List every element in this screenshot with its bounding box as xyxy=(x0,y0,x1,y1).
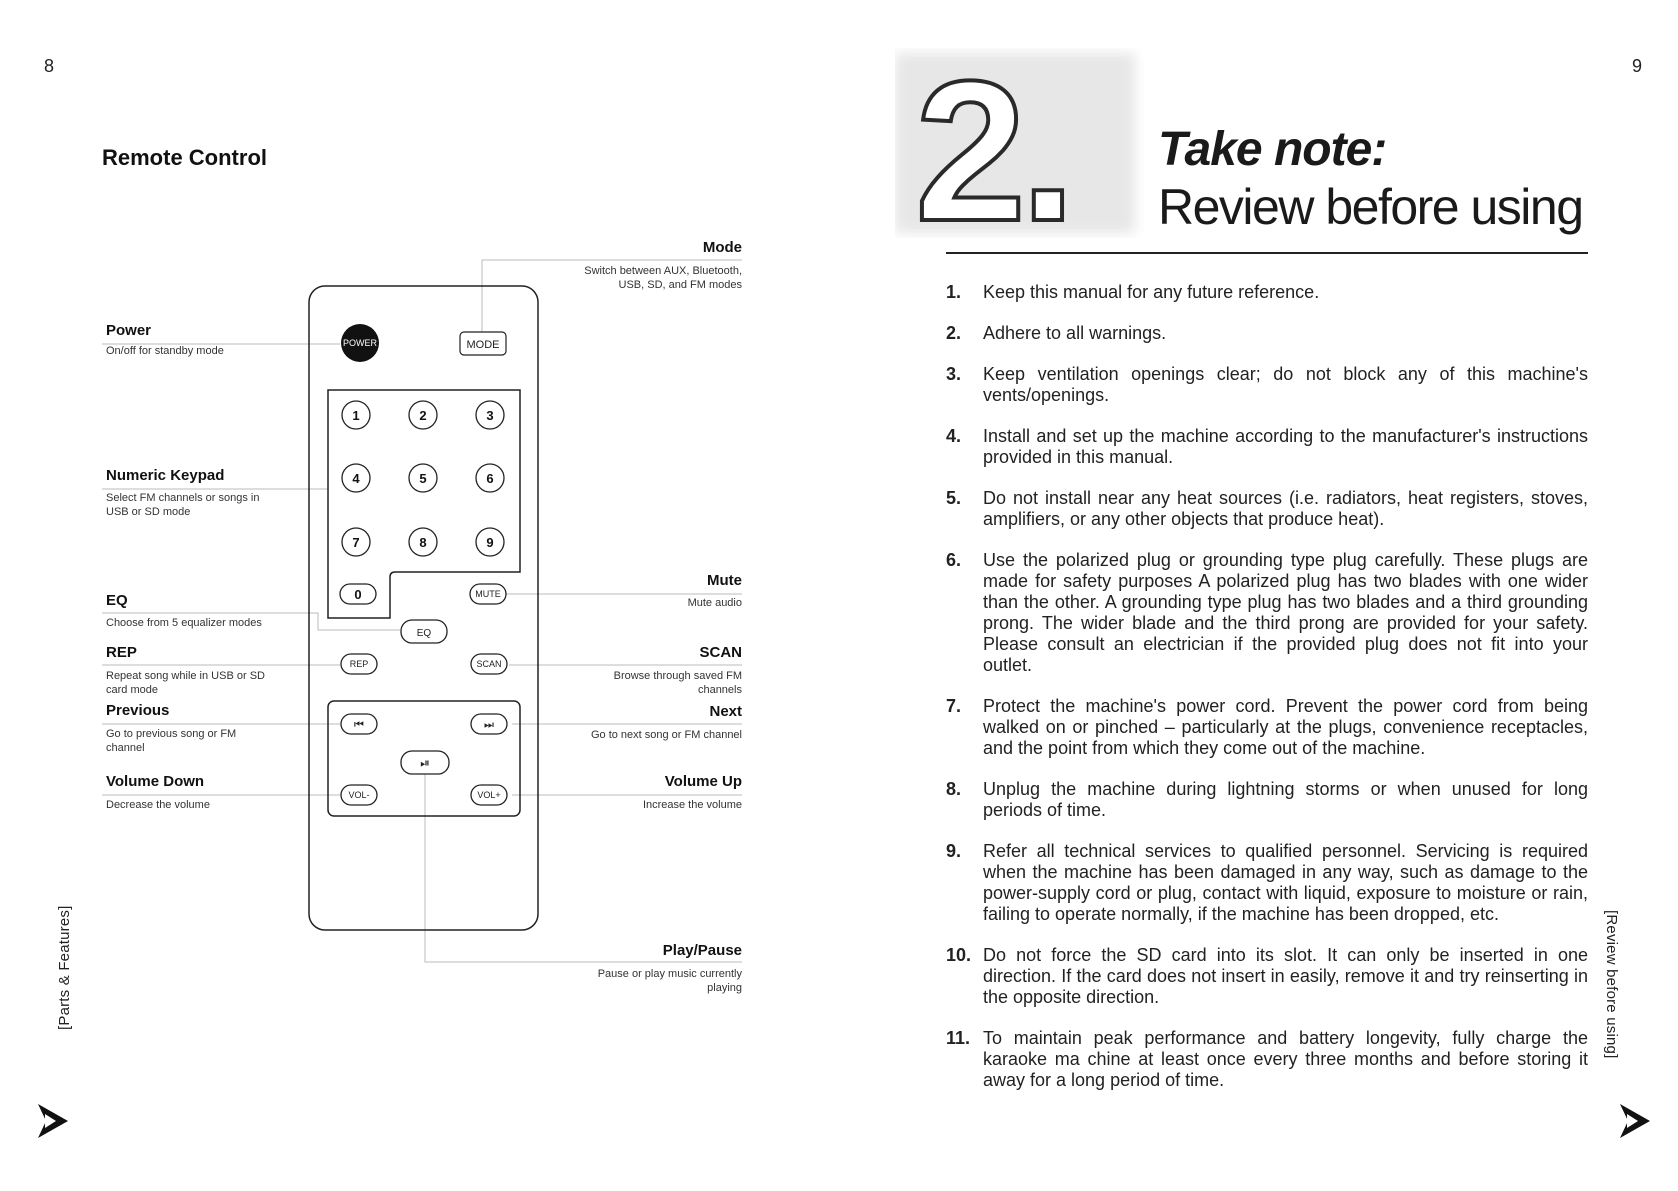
notes-list xyxy=(946,282,1588,1111)
scan-button-label: SCAN xyxy=(476,659,502,669)
list-item: 11. To maintain peak performance and battery longevity, fully charge the karaoke ma chine at least once every three months and before storing it away for a long period of time. xyxy=(946,1028,1588,1090)
eq-button-label: EQ xyxy=(416,628,432,639)
take-note-heading: Take note: xyxy=(1158,123,1387,176)
list-item: 4. Install and set up the machine according to the manufacturer's instructions provided in this manual. xyxy=(946,426,1588,467)
play-pause-icon: ⏯ xyxy=(420,756,430,770)
previous-callout-label: Previous xyxy=(106,702,170,719)
remote-control-title: Remote Control xyxy=(102,145,267,170)
keypad-callout-desc: Select FM channels or songs in USB or SD mode xyxy=(106,492,260,518)
page-number-left: 8 xyxy=(44,56,55,76)
previous-callout-desc: Go to previous song or FM channel xyxy=(106,728,237,754)
digit-label: 3 xyxy=(486,408,494,423)
volume-down-callout-label: Volume Down xyxy=(106,773,205,790)
digit-label: 9 xyxy=(486,535,494,550)
power-callout-label: Power xyxy=(106,322,152,339)
list-item: 8. Unplug the machine during lightning storms or when unused for long periods of time. xyxy=(946,779,1588,820)
volume-up-button-label: VOL+ xyxy=(477,790,501,800)
rep-callout-label: REP xyxy=(106,644,137,661)
list-item: 9. Refer all technical services to qualified personnel. Servicing is required when the machine has been damaged in any way, such as damage to the power-supply cord or plug, contact with liquid, exposure to moisture or rain, failing to operate normally, if the machine has been dropped, etc. xyxy=(946,841,1588,924)
digit-label: 2 xyxy=(419,408,427,423)
mode-callout-label: Mode xyxy=(702,239,742,256)
digit-label: 6 xyxy=(486,471,494,486)
list-item: 6. Use the polarized plug or grounding type plug carefully. These plugs are made for safety purposes A polarized plug has two blades with one wider than the other. A grounding type plug has two blades and a third grounding prong. The wider blade and the third prong are provided for your safety. Please consult an electrician if the provided plug does not fit into your outlet. xyxy=(946,550,1588,675)
page-number-right: 9 xyxy=(1632,56,1643,76)
mode-button-label: MODE xyxy=(466,339,500,351)
play-arrow-logo-icon xyxy=(36,1102,70,1140)
rep-callout-desc: Repeat song while in USB or SD card mode xyxy=(106,670,265,696)
play-pause-callout-label: Play/Pause xyxy=(662,942,742,959)
power-callout-desc: On/off for standby mode xyxy=(106,345,224,357)
list-item: 1. Keep this manual for any future reference. xyxy=(946,282,1320,302)
play-arrow-logo-icon xyxy=(1618,1102,1652,1140)
mute-button-label: MUTE xyxy=(475,589,501,599)
next-callout-label: Next xyxy=(709,703,742,720)
play-pause-callout-desc: Pause or play music currently playing xyxy=(597,968,742,994)
rep-button-label: REP xyxy=(349,659,369,669)
eq-callout-desc: Choose from 5 equalizer modes xyxy=(106,617,262,629)
volume-up-callout-desc: Increase the volume xyxy=(642,799,742,811)
mode-callout-desc: Switch between AUX, Bluetooth, USB, SD, and FM modes xyxy=(584,265,742,291)
section-number-graphic xyxy=(895,48,1145,238)
keypad-callout-label: Numeric Keypad xyxy=(106,467,225,484)
scan-callout-label: SCAN xyxy=(699,644,742,661)
list-item: 3. Keep ventilation openings clear; do not block any of this machine's vents/openings. xyxy=(946,364,1588,405)
volume-down-callout-desc: Decrease the volume xyxy=(106,799,210,811)
eq-callout-label: EQ xyxy=(106,592,128,609)
digit-label: 1 xyxy=(352,408,360,423)
review-heading: Review before using xyxy=(1158,179,1583,235)
section-side-label-left: [Parts & Features] xyxy=(56,905,73,1030)
digit-label: 5 xyxy=(419,471,427,486)
mute-callout-desc: Mute audio xyxy=(687,597,742,609)
section-side-label-right: [Review before using] xyxy=(1603,910,1620,1059)
digit-label: 7 xyxy=(352,535,360,550)
list-item: 5. Do not install near any heat sources (i.e. radiators, heat registers, stoves, amplifiers, or any other objects that produce heat). xyxy=(946,488,1588,529)
scan-callout-desc: Browse through saved FM channels xyxy=(613,670,742,696)
heading-divider xyxy=(946,252,1588,254)
volume-down-button-label: VOL- xyxy=(348,790,370,800)
digit-label: 4 xyxy=(352,471,360,486)
list-item: 7. Protect the machine's power cord. Prevent the power cord from being walked on or pinched – particularly at the plugs, convenience receptacles, and the point from which they come out of the machine. xyxy=(946,696,1588,758)
digit-label: 0 xyxy=(354,587,362,602)
previous-icon: ⏮ xyxy=(354,719,364,731)
list-item: 10. Do not force the SD card into its slot. It can only be inserted in one direction. If the card does not insert in easily, remove it and try reinserting in the opposite direction. xyxy=(946,945,1588,1007)
next-callout-desc: Go to next song or FM channel xyxy=(590,729,742,741)
digit-label: 8 xyxy=(419,535,427,550)
next-icon: ⏭ xyxy=(484,719,494,731)
section-number: 2. xyxy=(915,48,1070,238)
power-button-label: POWER xyxy=(342,338,378,348)
list-item: 2. Adhere to all warnings. xyxy=(946,323,1167,343)
volume-up-callout-label: Volume Up xyxy=(664,773,742,790)
mute-callout-label: Mute xyxy=(707,572,742,589)
